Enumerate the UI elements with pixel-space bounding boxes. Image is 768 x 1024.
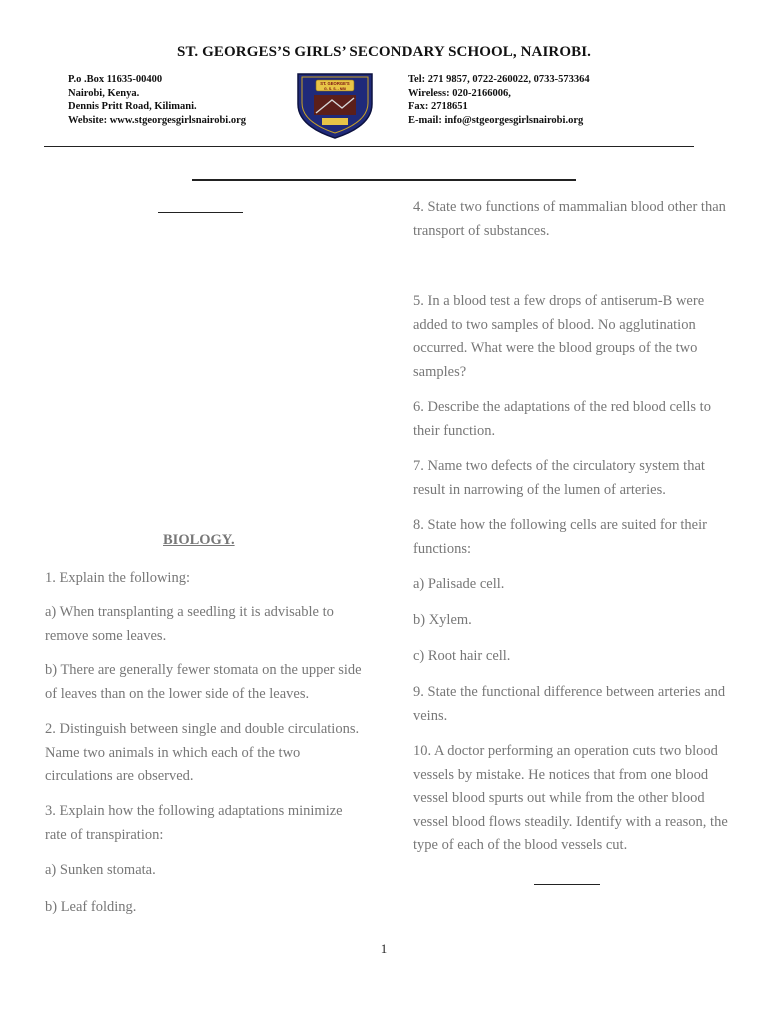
wireless-line: Wireless: 020-2166006, (408, 87, 511, 99)
website-line: Website: www.stgeorgesgirlsnairobi.org (68, 114, 246, 126)
page-number: 1 (380, 941, 388, 956)
crest-sub: G. S. S. - NBI (324, 86, 346, 91)
question-8c: c) Root hair cell. (413, 648, 511, 664)
question-8: 8. State how the following cells are suited for their functions: (413, 517, 707, 557)
question-2: 2. Distinguish between single and double circulations. Name two animals in which each of the two circulations are observed. (45, 721, 360, 784)
address-line: Nairobi, Kenya. (68, 87, 140, 99)
title-underline (192, 179, 576, 181)
address-line: P.o .Box 11635-00400 (68, 74, 163, 85)
email-line: E-mail: info@stgeorgesgirlsnairobi.org (408, 114, 584, 126)
question-1b: b) There are generally fewer stomata on the upper side of leaves than on the lower side of the leaves. (45, 662, 362, 702)
phone-line: Tel: 271 9857, 0722-260022, 0733-573364 (408, 74, 590, 85)
crest-motto: ST. GEORGE'S (320, 81, 350, 87)
question-6: 6. Describe the adaptations of the red blood cells to their function. (413, 399, 711, 439)
right-column-rule (534, 884, 600, 885)
subject-heading: BIOLOGY. (163, 532, 235, 548)
school-contacts (408, 73, 590, 127)
school-crest-logo (292, 70, 378, 140)
question-3b: b) Leaf folding. (45, 899, 137, 915)
question-10: 10. A doctor performing an operation cuts two blood vessels by mistake. He notices that from one blood vessel blood spurts out while from the other blood vessel blood flows steadily. Identify with a reason, the type of each of the blood vessels cut. (413, 743, 728, 853)
question-3: 3. Explain how the following adaptations minimize rate of transpiration: (45, 803, 343, 843)
question-1a: a) When transplanting a seedling it is advisable to remove some leaves. (45, 604, 334, 644)
question-9: 9. State the functional difference between arteries and veins. (413, 684, 726, 724)
school-name: ST. GEORGES’S GIRLS’ SECONDARY SCHOOL, NAIROBI. (177, 44, 591, 60)
question-1: 1. Explain the following: (45, 570, 190, 586)
question-5: 5. In a blood test a few drops of antiserum-B were added to two samples of blood. No agglutination occurred. What were the blood groups of the two samples? (413, 293, 705, 380)
question-8a: a) Palisade cell. (413, 576, 505, 592)
fax-line: Fax: 2718651 (408, 101, 468, 112)
header-divider (44, 146, 694, 147)
left-column-rule (158, 212, 243, 213)
question-3a: a) Sunken stomata. (45, 862, 156, 878)
question-8b: b) Xylem. (413, 612, 472, 628)
address-line: Dennis Pritt Road, Kilimani. (68, 101, 197, 112)
question-7: 7. Name two defects of the circulatory system that result in narrowing of the lumen of arteries. (413, 458, 705, 498)
school-address (68, 73, 246, 127)
question-4: 4. State two functions of mammalian blood other than transport of substances. (413, 199, 726, 239)
